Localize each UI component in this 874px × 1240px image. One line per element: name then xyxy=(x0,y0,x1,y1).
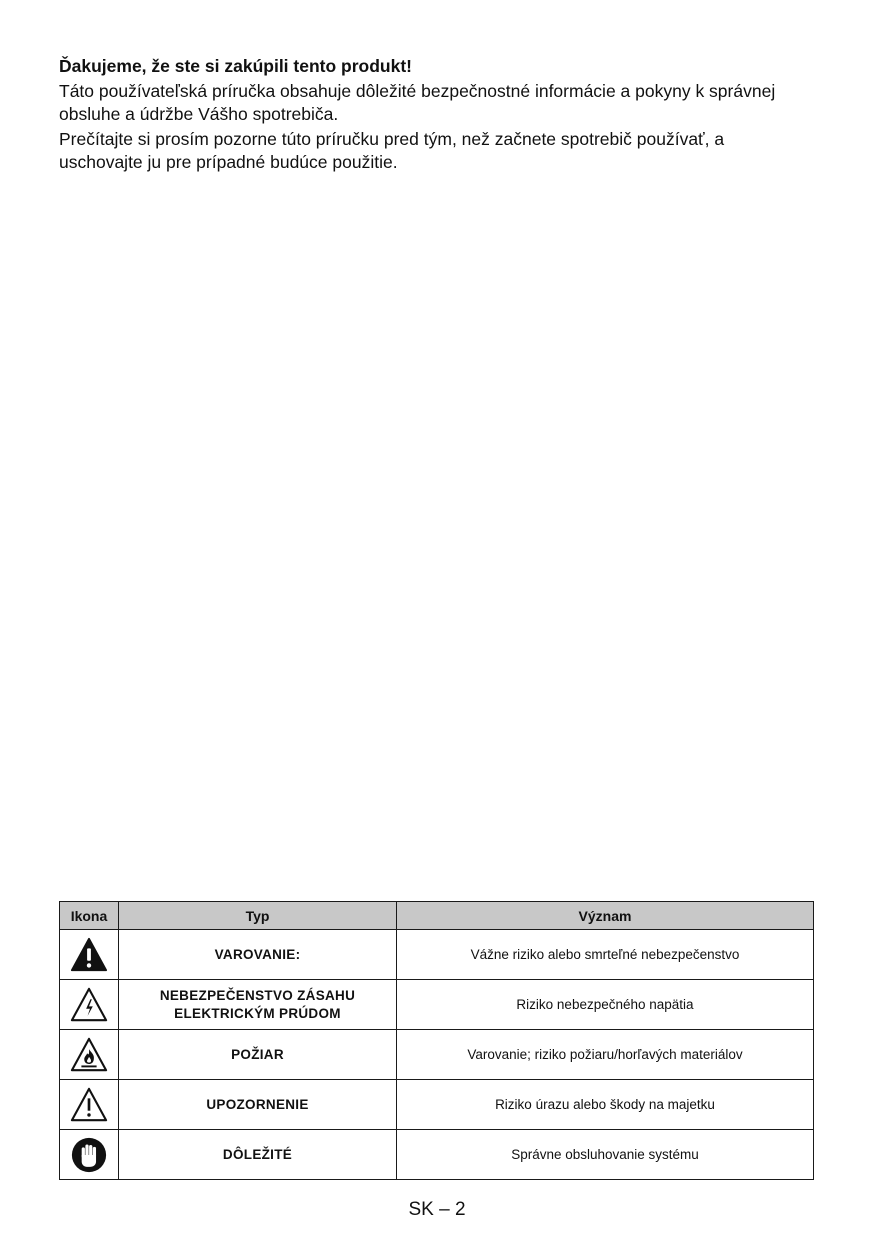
intro-paragraph-2: Prečítajte si prosím pozorne túto príručku pred tým, než začnete spotrebič používať, a uschovajte ju pre prípadné budúce použitie. xyxy=(59,129,725,172)
intro-section xyxy=(59,55,799,176)
electric-shock-icon xyxy=(70,986,108,1024)
table-row xyxy=(60,1130,814,1180)
warning-filled-icon xyxy=(70,936,108,974)
thank-you-heading: Ďakujeme, že ste si zakúpili tento produkt! xyxy=(59,56,412,76)
caution-icon xyxy=(70,1086,108,1124)
meaning-cell: Riziko nebezpečného napätia xyxy=(397,980,814,1030)
table-header-row xyxy=(60,902,814,930)
type-cell: DÔLEŽITÉ xyxy=(119,1130,397,1180)
type-cell: UPOZORNENIE xyxy=(119,1080,397,1130)
safety-symbols-table xyxy=(59,901,814,1180)
table-row xyxy=(60,1080,814,1130)
meaning-cell: Varovanie; riziko požiaru/horľavých materiálov xyxy=(397,1030,814,1080)
table-row xyxy=(60,1030,814,1080)
fire-icon xyxy=(70,1036,108,1074)
meaning-cell: Vážne riziko alebo smrteľné nebezpečenstvo xyxy=(397,930,814,980)
meaning-cell: Správne obsluhovanie systému xyxy=(397,1130,814,1180)
type-cell: POŽIAR xyxy=(119,1030,397,1080)
header-icon: Ikona xyxy=(60,902,119,930)
table-row xyxy=(60,980,814,1030)
page-number: SK – 2 xyxy=(408,1199,466,1220)
type-cell: VAROVANIE: xyxy=(119,930,397,980)
meaning-cell: Riziko úrazu alebo škody na majetku xyxy=(397,1080,814,1130)
header-meaning: Význam xyxy=(397,902,814,930)
intro-paragraph-1: Táto používateľská príručka obsahuje dôležité bezpečnostné informácie a pokyny k správnej obsluhe a údržbe Vášho spotrebiča. xyxy=(59,81,776,124)
type-cell: NEBEZPEČENSTVO ZÁSAHU ELEKTRICKÝM PRÚDOM xyxy=(119,980,397,1030)
header-type: Typ xyxy=(119,902,397,930)
table-row xyxy=(60,930,814,980)
hand-stop-icon xyxy=(70,1136,108,1174)
